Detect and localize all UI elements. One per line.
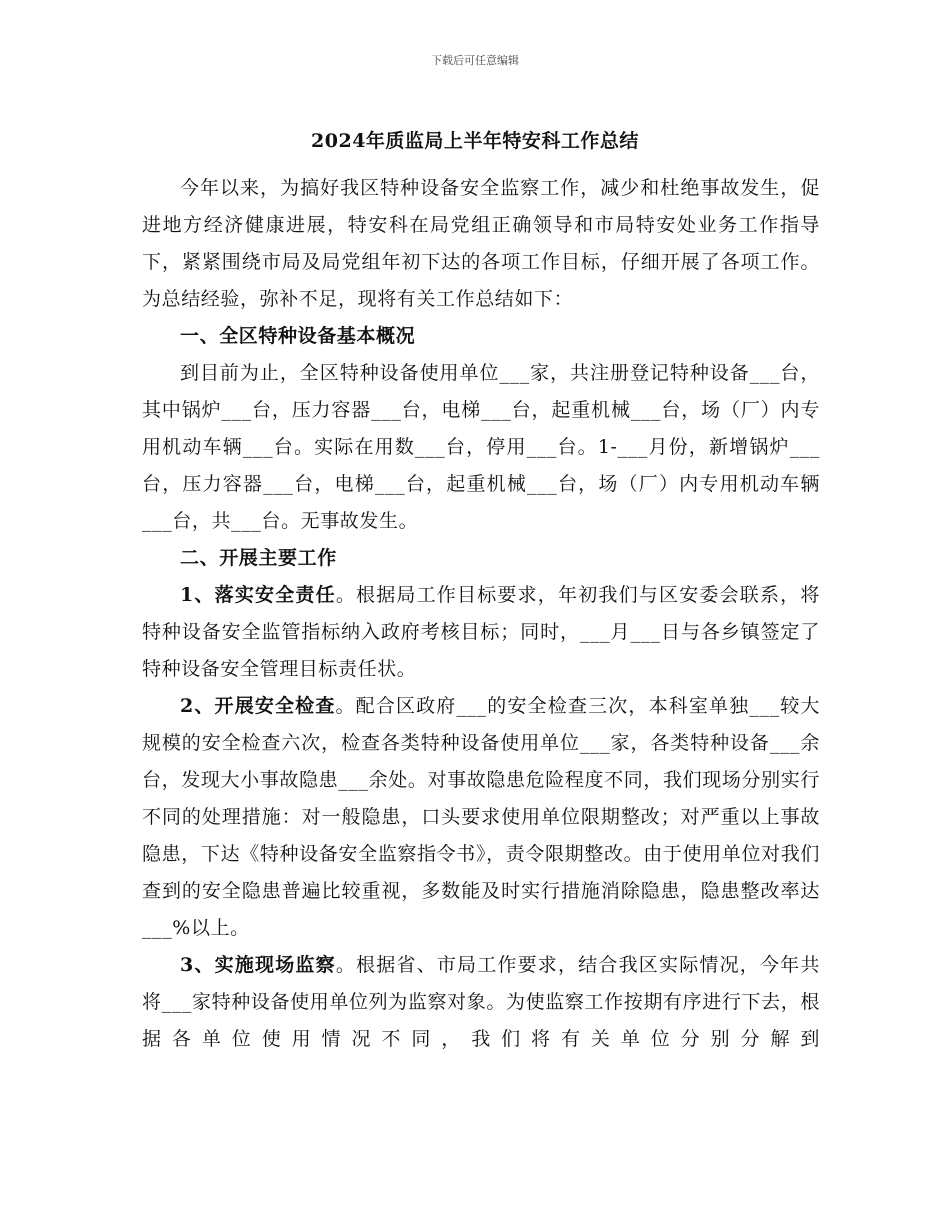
- overview-paragraph: 到目前为止，全区特种设备使用单位___家，共注册登记特种设备___台，其中锅炉___台，压力容器___台，电梯___台，起重机械___台，场（厂）内专用机动车辆___台。实际在用数___台，停用___台。1-___月份，新增锅炉___台，压力容器___台，电梯___台，起重机械___台，场（厂）内专用机动车辆___台，共___台。无事故发生。: [142, 362, 820, 532]
- work-item-supervision: [142, 947, 820, 1058]
- section-heading-overview: 一、全区特种设备基本概况: [180, 325, 416, 347]
- work-item-responsibility: [142, 577, 820, 688]
- intro-paragraph: 今年以来，为搞好我区特种设备安全监察工作，减少和杜绝事故发生，促进地方经济健康进展，特安科在局党组正确领导和市局特安处业务工作指导下，紧紧围绕市局及局党组年初下达的各项工作目标，仔细开展了各项工作。为总结经验，弥补不足，现将有关工作总结如下：: [142, 177, 820, 310]
- work-item-lead: 3、实施现场监察: [180, 954, 336, 976]
- work-item-inspection: [142, 688, 820, 947]
- work-item-text: 。根据省、市局工作要求，结合我区实际情况，今年共将___家特种设备使用单位列为监察对象。为使监察工作按期有序进行下去，根据各单位使用情况不同，我们将有关单位分别分解到: [142, 954, 820, 1050]
- work-item-text: 。配合区政府___的安全检查三次，本科室单独___较大规模的安全检查六次，检查各类特种设备使用单位___家，各类特种设备___余台，发现大小事故隐患___余处。对事故隐患危险程度不同，我们现场分别实行不同的处理措施：对一般隐患，口头要求使用单位限期整改；对严重以上事故隐患，下达《特种设备安全监察指令书》，责令限期整改。由于使用单位对我们查到的安全隐患普遍比较重视，多数能及时实行措施消除隐患，隐患整改率达___%以上。: [142, 695, 820, 939]
- page-header-note: 下载后可任意编辑: [431, 54, 519, 67]
- document-body: [142, 170, 820, 1058]
- document-title: 2024年质监局上半年特安科工作总结: [311, 130, 639, 152]
- work-item-lead: 1、落实安全责任: [180, 584, 336, 606]
- work-item-text: 。根据局工作目标要求，年初我们与区安委会联系，将特种设备安全监管指标纳入政府考核目标；同时，___月___日与各乡镇签定了特种设备安全管理目标责任状。: [142, 584, 820, 680]
- section-heading-main-work: 二、开展主要工作: [180, 547, 337, 569]
- work-item-lead: 2、开展安全检查: [180, 695, 336, 717]
